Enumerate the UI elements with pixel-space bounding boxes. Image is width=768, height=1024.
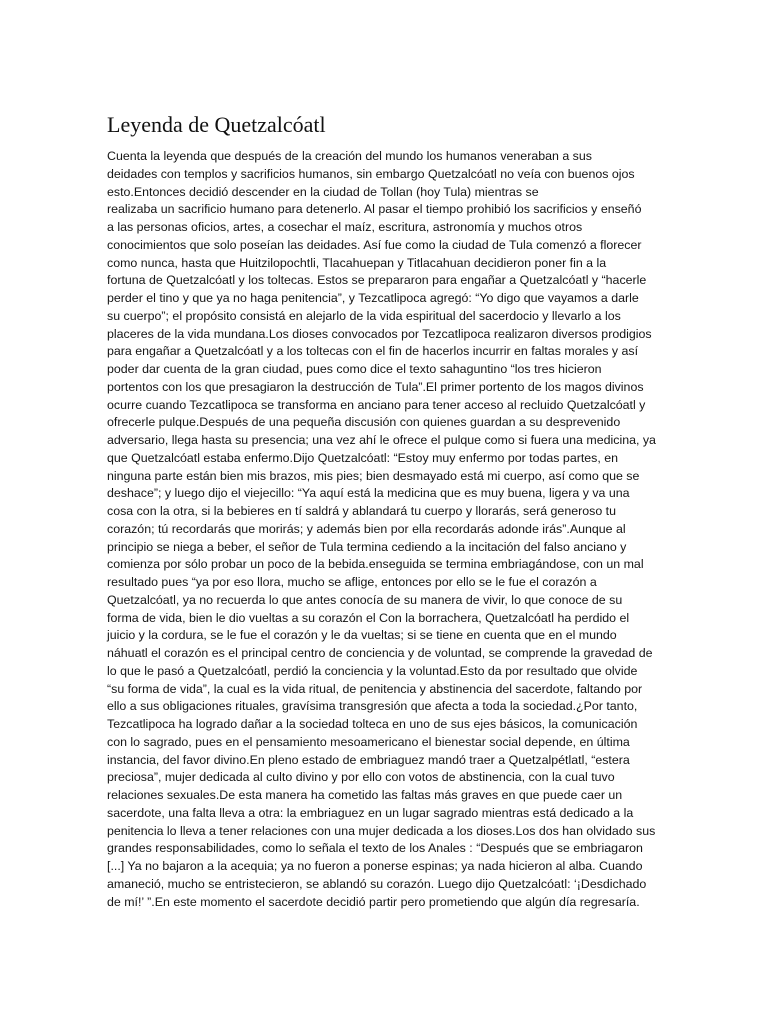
- text-line: Quetzalcóatl, ya no recuerda lo que antes conocía de su manera de vivir, lo que conoce de su: [107, 592, 623, 607]
- text-line: comienza por sólo probar un poco de la bebida.enseguida se termina embriagándose, con un mal: [107, 557, 644, 572]
- text-line: de mí!’ ”.En este momento el sacerdote decidió partir pero prometiendo que algún día regresaría.: [107, 894, 640, 909]
- text-line: poder dar cuenta de la gran ciudad, pues como dice el texto sahaguntino “los tres hicieron: [107, 362, 602, 376]
- text-line: con lo sagrado, pues en el pensamiento mesoamericano el bienestar social depende, en última: [107, 734, 630, 749]
- text-line: corazón; tú recordarás que morirás; y además bien por ella recordarás adonde irás”.Aunque al: [107, 521, 626, 536]
- text-line: su cuerpo”; el propósito consistá en alejarlo de la vida espiritual del sacerdocio y llevarlo a los: [107, 308, 621, 323]
- text-line: amaneció, mucho se entristecieron, se ablandó su corazón. Luego dijo Quetzalcóatl: ‘¡Desdichado: [107, 876, 647, 891]
- text-line: adversario, llega hasta su presencia; una vez ahí le ofrece el pulque como si fuera una medicina, ya: [107, 433, 656, 447]
- document-body: [107, 148, 667, 911]
- text-line: sacerdote, una falta lleva a otra: la embriaguez en un lugar sagrado mientras está dedicado a la: [107, 805, 634, 820]
- text-line: perder el tino y que ya no haga penitencia”, y Tezcatlipoca agregó: “Yo digo que vayamos a darle: [107, 291, 639, 305]
- text-line: Tezcatlipoca ha logrado dañar a la sociedad tolteca en uno de sus ejes básicos, la comunicación: [107, 717, 638, 731]
- text-line: ninguna parte están bien mis brazos, mis pies; bien desmayado está mi cuerpo, así como que se: [107, 468, 640, 483]
- text-line: como nunca, hasta que Huitzilopochtli, Tlacahuepan y Titlacahuan decidieron poner fin a la: [107, 255, 607, 270]
- text-line: ello a sus obligaciones rituales, gravísima transgresión que afecta a toda la sociedad.¿Por tanto,: [107, 699, 638, 714]
- text-line: que Quetzalcóatl estaba enfermo.Dijo Quetzalcóatl: “Estoy muy enfermo por todas partes, en: [107, 450, 619, 465]
- text-line: esto.Entonces decidió descender en la ciudad de Tollan (hoy Tula) mientras se: [107, 184, 539, 199]
- text-line: grandes responsabilidades, como lo señala el texto de los Anales : “Después que se embriagaron: [107, 841, 643, 856]
- text-line: deidades con templos y sacrificios humanos, sin embargo Quetzalcóatl no veía con buenos ojos: [107, 166, 635, 181]
- text-line: juicio y la cordura, se le fue el corazón y le da vueltas; si se tiene en cuenta que en el mundo: [107, 628, 617, 643]
- text-line: resultado pues “ya por eso llora, mucho se aflige, entonces por ello se le fue el corazón a: [107, 575, 597, 589]
- text-line: principio se niega a beber, el señor de Tula termina cediendo a la incitación del falso anciano y: [107, 539, 627, 554]
- text-line: cosa con la otra, si la bebieres en tí saldrá y ablandará tu cuerpo y llorarás, será generoso tu: [107, 504, 616, 518]
- text-line: ocurre cuando Tezcatlipoca se transforma en anciano para tener acceso al recluido Quetzalcóatl y: [107, 397, 646, 412]
- text-line: penitencia lo lleva a tener relaciones con una mujer dedicada a los dioses.Los dos han olvidado sus: [107, 823, 656, 838]
- text-line: “su forma de vida”, la cual es la vida ritual, de penitencia y abstinencia del sacerdote, faltando por: [107, 681, 643, 696]
- text-line: Cuenta la leyenda que después de la creación del mundo los humanos veneraban a sus: [107, 149, 592, 163]
- text-line: náhuatl el corazón es el principal centro de conciencia y de voluntad, se comprende la gravedad de: [107, 646, 653, 660]
- text-line: deshace”; y luego dijo el viejecillo: “Ya aquí está la medicina que es muy buena, ligera y va una: [107, 486, 630, 501]
- text-line: realizaba un sacrificio humano para detenerlo. Al pasar el tiempo prohibió los sacrificios y enseñó: [107, 202, 642, 217]
- text-line: portentos con los que presagiaron la destrucción de Tula”.El primer portento de los magos divinos: [107, 379, 644, 394]
- document-title: Leyenda de Quetzalcóatl: [107, 112, 326, 137]
- text-line: fortuna de Quetzalcóatl y los toltecas. Estos se prepararon para engañar a Quetzalcóatl y “hacerle: [107, 273, 647, 288]
- text-line: a las personas oficios, artes, a cosechar el maíz, escritura, astronomía y muchos otros: [107, 220, 583, 234]
- text-line: para engañar a Quetzalcóatl y a los toltecas con el fin de hacerlos incurrir en faltas morales y así: [107, 344, 639, 359]
- text-line: lo que le pasó a Quetzalcóatl, perdió la conciencia y la voluntad.Esto da por resultado que olvide: [107, 663, 638, 678]
- text-line: conocimientos que solo poseían las deidades. Así fue como la ciudad de Tula comenzó a florecer: [107, 237, 642, 252]
- text-line: forma de vida, bien le dio vueltas a su corazón el Con la borrachera, Quetzalcóatl ha perdido el: [107, 610, 630, 625]
- text-line: ofrecerle pulque.Después de una pequeña discusión con quienes guardan a su desprevenido: [107, 415, 621, 430]
- text-line: relaciones sexuales.De esta manera ha cometido las faltas más graves en que puede caer un: [107, 788, 623, 802]
- text-line: [...] Ya no bajaron a la acequia; ya no fueron a ponerse espinas; ya nada hicieron al alba. Cuando: [107, 859, 643, 873]
- text-line: preciosa”, mujer dedicada al culto divino y por ello con votos de abstinencia, con la cual tuvo: [107, 770, 615, 785]
- text-line: instancia, del favor divino.En pleno estado de embriaguez mandó traer a Quetzalpétlatl, “estera: [107, 752, 630, 767]
- text-line: placeres de la vida mundana.Los dioses convocados por Tezcatlipoca realizaron diversos prodigios: [107, 326, 652, 341]
